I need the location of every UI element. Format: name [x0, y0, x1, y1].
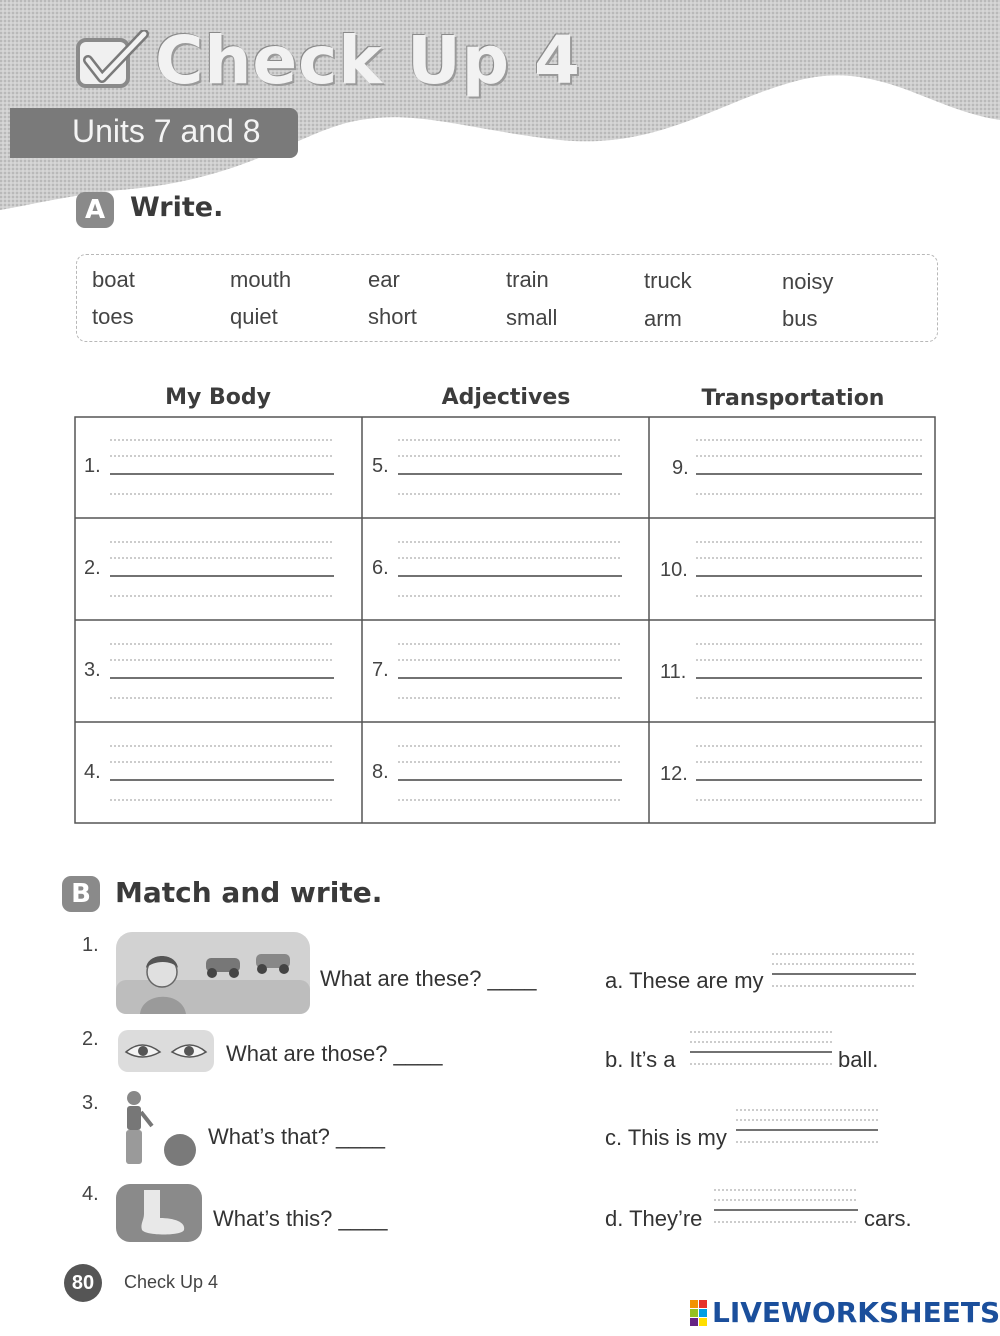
page-title: Check Up 4 [155, 22, 581, 99]
cell-number: 4. [84, 761, 101, 783]
section-a-title: Write. [130, 192, 224, 223]
footer-text: Check Up 4 [124, 1272, 219, 1292]
liveworksheets-logo [690, 1296, 1000, 1329]
column-header-transportation: Transportation [701, 386, 885, 411]
cell-number: 1. [84, 455, 101, 477]
column-header-adjectives: Adjectives [441, 385, 571, 410]
section-b-badge: B [62, 876, 100, 912]
answer-write-lines [0, 940, 1000, 1260]
question-number: 1. [82, 934, 99, 956]
answer-d-text: d. They’re [605, 1206, 703, 1231]
cell-number: 8. [372, 761, 389, 783]
word-bank-item: bus [782, 306, 818, 331]
checkmark-icon [74, 30, 152, 92]
cell-number: 5. [372, 455, 389, 477]
cell-number: 2. [84, 557, 101, 579]
cell-number: 9. [672, 457, 689, 479]
cell-number: 10. [660, 559, 688, 581]
liveworksheets-logo-text: LIVEWORKSHEETS [712, 1296, 1000, 1329]
answer-grid [74, 416, 936, 824]
page-number-badge: 80 [64, 1264, 102, 1302]
question-text: What are those? ____ [226, 1041, 443, 1066]
word-bank-item: train [506, 267, 549, 292]
word-bank-item: arm [644, 306, 682, 331]
answer-a-text: a. These are my [605, 968, 764, 993]
page-subtitle: Units 7 and 8 [72, 113, 261, 149]
word-bank-item: small [506, 305, 558, 330]
word-bank-item: mouth [230, 267, 292, 292]
word-bank-item: boat [92, 267, 135, 292]
answer-b-suffix: ball. [838, 1047, 879, 1072]
question-number: 3. [82, 1092, 99, 1114]
cell-number: 12. [660, 763, 688, 785]
word-bank-item: quiet [230, 304, 278, 329]
cell-number: 6. [372, 557, 389, 579]
question-text: What’s this? ____ [213, 1206, 388, 1231]
word-bank-item: noisy [782, 269, 834, 294]
question-number: 4. [82, 1183, 99, 1205]
section-a-badge: A [76, 192, 114, 228]
answer-c-text: c. This is my [605, 1125, 727, 1150]
word-bank-item: short [368, 304, 417, 329]
section-b-title: Match and write. [115, 876, 383, 909]
cell-number: 7. [372, 659, 389, 681]
cell-number: 11. [660, 661, 687, 683]
answer-b-text: b. It’s a [605, 1047, 676, 1072]
word-bank-item: truck [644, 268, 692, 293]
word-bank-item: toes [92, 304, 134, 329]
word-bank-item: ear [368, 267, 400, 292]
question-text: What’s that? ____ [208, 1124, 385, 1149]
question-number: 2. [82, 1028, 99, 1050]
cell-number: 3. [84, 659, 101, 681]
answer-d-suffix: cars. [864, 1206, 912, 1231]
question-text: What are these? ____ [320, 966, 537, 991]
column-header-my-body: My Body [165, 385, 271, 410]
